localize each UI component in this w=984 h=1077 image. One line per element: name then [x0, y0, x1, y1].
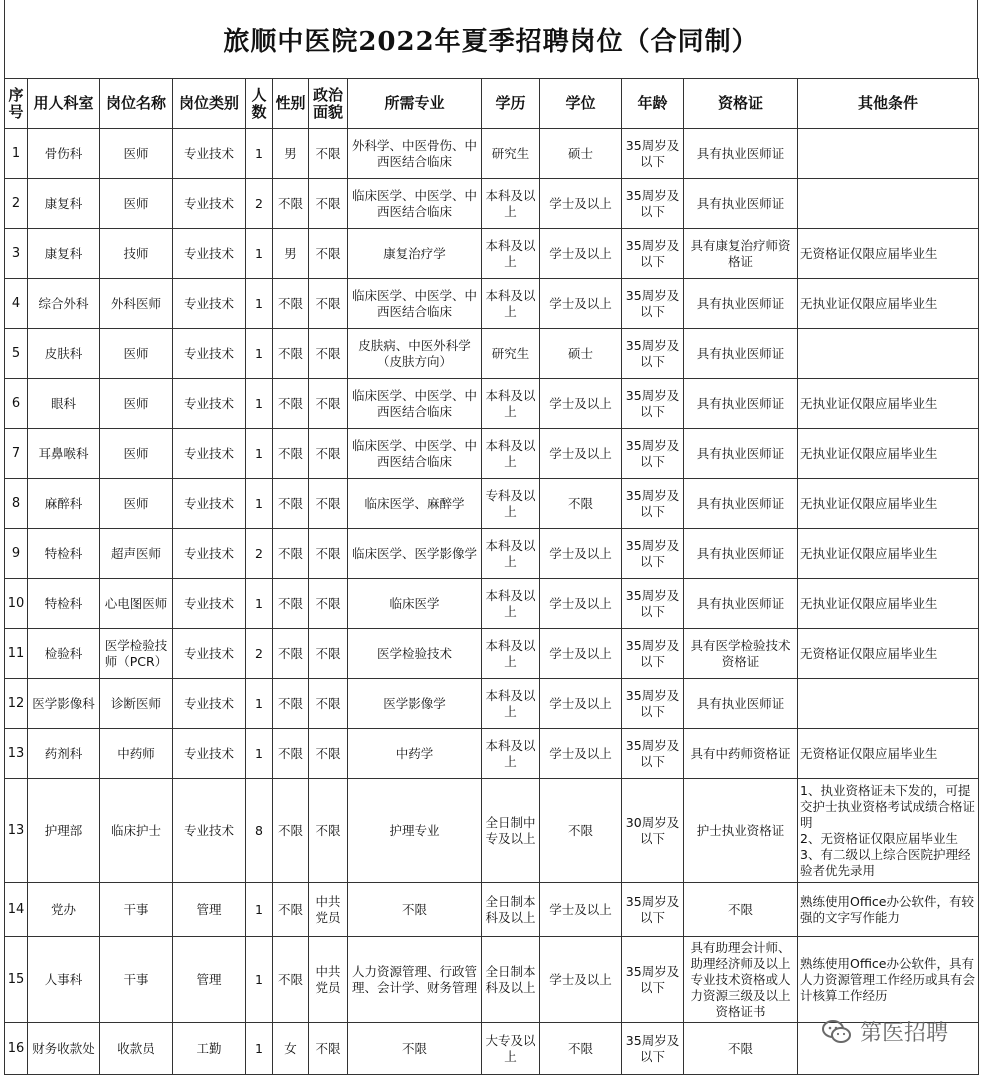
table-cell: 学士及以上	[540, 629, 622, 679]
table-cell: 35周岁及以下	[622, 529, 684, 579]
column-header: 政治面貌	[309, 79, 348, 129]
table-row	[5, 779, 979, 883]
table-row	[5, 529, 979, 579]
table-cell: 学士及以上	[540, 429, 622, 479]
table-cell: 35周岁及以下	[622, 229, 684, 279]
table-cell: 学士及以上	[540, 883, 622, 937]
table-cell: 管理	[173, 883, 246, 937]
column-header: 岗位名称	[100, 79, 173, 129]
table-cell: 本科及以上	[482, 679, 540, 729]
table-cell: 35周岁及以下	[622, 379, 684, 429]
table-cell: 1	[246, 429, 273, 479]
table-cell: 专科及以上	[482, 479, 540, 529]
table-cell: 不限	[348, 883, 482, 937]
table-cell: 不限	[273, 679, 309, 729]
table-cell: 麻醉科	[28, 479, 100, 529]
table-cell: 具有执业医师证	[684, 529, 798, 579]
table-cell: 学士及以上	[540, 279, 622, 329]
table-cell: 不限	[273, 937, 309, 1023]
table-cell: 15	[5, 937, 28, 1023]
table-cell: 医师	[100, 429, 173, 479]
table-cell: 35周岁及以下	[622, 129, 684, 179]
table-cell: 具有助理会计师、助理经济师及以上专业技术资格或人力资源三级及以上资格证书	[684, 937, 798, 1023]
column-header: 学历	[482, 79, 540, 129]
table-cell: 医师	[100, 129, 173, 179]
table-cell: 专业技术	[173, 629, 246, 679]
table-cell: 医学影像科	[28, 679, 100, 729]
table-cell: 35周岁及以下	[622, 629, 684, 679]
table-cell: 工勤	[173, 1023, 246, 1075]
table-cell: 不限	[309, 579, 348, 629]
table-cell: 临床医学、中医学、中西医结合临床	[348, 179, 482, 229]
table-cell: 不限	[684, 883, 798, 937]
table-cell	[798, 329, 979, 379]
table-cell: 本科及以上	[482, 279, 540, 329]
table-cell: 不限	[273, 729, 309, 779]
table-cell: 不限	[309, 429, 348, 479]
table-cell: 专业技术	[173, 129, 246, 179]
table-cell: 4	[5, 279, 28, 329]
table-cell: 不限	[273, 179, 309, 229]
table-cell: 35周岁及以下	[622, 729, 684, 779]
table-cell: 本科及以上	[482, 579, 540, 629]
table-row	[5, 379, 979, 429]
table-cell: 1	[246, 679, 273, 729]
table-cell: 35周岁及以下	[622, 679, 684, 729]
table-cell: 35周岁及以下	[622, 1023, 684, 1075]
table-cell: 学士及以上	[540, 379, 622, 429]
table-cell: 耳鼻喉科	[28, 429, 100, 479]
column-header: 资格证	[684, 79, 798, 129]
table-cell: 不限	[273, 329, 309, 379]
table-cell: 不限	[309, 329, 348, 379]
table-cell: 12	[5, 679, 28, 729]
table-cell: 男	[273, 229, 309, 279]
table-row	[5, 579, 979, 629]
table-cell: 医师	[100, 179, 173, 229]
table-cell: 不限	[273, 429, 309, 479]
table-cell: 全日制本科及以上	[482, 937, 540, 1023]
table-cell: 专业技术	[173, 379, 246, 429]
table-cell: 中药学	[348, 729, 482, 779]
table-cell: 无执业证仅限应届毕业生	[798, 579, 979, 629]
table-cell: 中药师	[100, 729, 173, 779]
table-cell: 35周岁及以下	[622, 479, 684, 529]
table-cell: 专业技术	[173, 229, 246, 279]
table-cell: 9	[5, 529, 28, 579]
table-cell: 不限	[309, 479, 348, 529]
table-cell: 学士及以上	[540, 179, 622, 229]
table-cell: 1	[246, 883, 273, 937]
table-cell: 管理	[173, 937, 246, 1023]
table-cell: 心电图医师	[100, 579, 173, 629]
table-cell: 1	[246, 479, 273, 529]
table-cell: 特检科	[28, 579, 100, 629]
table-cell: 专业技术	[173, 779, 246, 883]
table-cell: 不限	[273, 379, 309, 429]
page-title: 旅顺中医院2022年夏季招聘岗位（合同制）	[4, 0, 978, 78]
table-cell: 不限	[540, 779, 622, 883]
table-cell: 康复科	[28, 229, 100, 279]
table-cell: 35周岁及以下	[622, 179, 684, 229]
table-cell: 具有执业医师证	[684, 579, 798, 629]
table-cell: 具有执业医师证	[684, 379, 798, 429]
table-cell: 具有执业医师证	[684, 679, 798, 729]
table-cell: 党办	[28, 883, 100, 937]
table-cell: 医师	[100, 329, 173, 379]
wechat-icon	[822, 1019, 852, 1045]
table-cell: 6	[5, 379, 28, 429]
table-cell: 30周岁及以下	[622, 779, 684, 883]
table-cell: 临床护士	[100, 779, 173, 883]
table-cell: 不限	[309, 129, 348, 179]
table-cell: 骨伤科	[28, 129, 100, 179]
table-cell: 专业技术	[173, 529, 246, 579]
table-cell: 2	[246, 629, 273, 679]
table-row	[5, 279, 979, 329]
table-cell: 不限	[309, 779, 348, 883]
table-cell: 全日制本科及以上	[482, 883, 540, 937]
table-row	[5, 329, 979, 379]
table-cell: 无执业证仅限应届毕业生	[798, 529, 979, 579]
table-cell: 医学检验技师（PCR）	[100, 629, 173, 679]
table-cell: 无执业证仅限应届毕业生	[798, 429, 979, 479]
table-cell: 中共党员	[309, 883, 348, 937]
table-cell: 不限	[309, 379, 348, 429]
table-cell: 专业技术	[173, 579, 246, 629]
table-cell: 专业技术	[173, 179, 246, 229]
table-cell: 研究生	[482, 129, 540, 179]
table-cell: 2	[5, 179, 28, 229]
table-cell: 35周岁及以下	[622, 937, 684, 1023]
table-cell: 全日制中专及以上	[482, 779, 540, 883]
table-cell: 1	[246, 937, 273, 1023]
table-cell: 1	[246, 229, 273, 279]
table-cell: 不限	[684, 1023, 798, 1075]
table-cell: 10	[5, 579, 28, 629]
table-cell: 1	[246, 279, 273, 329]
table-cell: 干事	[100, 937, 173, 1023]
table-cell: 不限	[309, 1023, 348, 1075]
table-cell: 本科及以上	[482, 179, 540, 229]
table-cell: 13	[5, 779, 28, 883]
table-cell: 本科及以上	[482, 229, 540, 279]
table-row	[5, 937, 979, 1023]
table-cell: 11	[5, 629, 28, 679]
table-cell: 人事科	[28, 937, 100, 1023]
table-cell: 1	[246, 379, 273, 429]
table-row	[5, 729, 979, 779]
table-cell: 皮肤科	[28, 329, 100, 379]
table-cell: 不限	[273, 779, 309, 883]
table-cell: 学士及以上	[540, 229, 622, 279]
table-cell: 财务收款处	[28, 1023, 100, 1075]
table-cell: 综合外科	[28, 279, 100, 329]
table-cell: 临床医学、麻醉学	[348, 479, 482, 529]
table-header-row	[5, 79, 979, 129]
table-cell: 医学影像学	[348, 679, 482, 729]
table-cell: 具有执业医师证	[684, 479, 798, 529]
table-cell: 1	[246, 329, 273, 379]
table-row	[5, 129, 979, 179]
column-header: 性别	[273, 79, 309, 129]
table-cell: 8	[246, 779, 273, 883]
column-header: 年龄	[622, 79, 684, 129]
table-cell: 熟练使用Office办公软件，具有人力资源管理工作经历或具有会计核算工作经历	[798, 937, 979, 1023]
column-header: 学位	[540, 79, 622, 129]
table-cell: 专业技术	[173, 429, 246, 479]
table-cell: 本科及以上	[482, 429, 540, 479]
positions-table	[4, 78, 979, 1075]
table-cell: 不限	[273, 883, 309, 937]
table-cell: 35周岁及以下	[622, 429, 684, 479]
table-cell: 研究生	[482, 329, 540, 379]
table-row	[5, 883, 979, 937]
column-header: 其他条件	[798, 79, 979, 129]
table-cell: 学士及以上	[540, 729, 622, 779]
table-cell: 本科及以上	[482, 629, 540, 679]
table-cell: 1	[246, 729, 273, 779]
table-cell: 男	[273, 129, 309, 179]
table-cell: 学士及以上	[540, 529, 622, 579]
table-cell: 康复科	[28, 179, 100, 229]
table-cell: 不限	[273, 279, 309, 329]
recruitment-sheet	[4, 0, 978, 1077]
table-cell: 人力资源管理、行政管理、会计学、财务管理	[348, 937, 482, 1023]
table-cell: 1、执业资格证未下发的，可提交护士执业资格考试成绩合格证明 2、无资格证仅限应届毕业生 3、有二级以上综合医院护理经验者优先录用	[798, 779, 979, 883]
table-cell: 无资格证仅限应届毕业生	[798, 729, 979, 779]
table-cell: 不限	[309, 529, 348, 579]
table-cell: 护士执业资格证	[684, 779, 798, 883]
table-cell: 不限	[273, 529, 309, 579]
table-cell: 不限	[309, 629, 348, 679]
table-cell	[798, 129, 979, 179]
table-cell: 16	[5, 1023, 28, 1075]
table-cell: 14	[5, 883, 28, 937]
table-cell: 干事	[100, 883, 173, 937]
table-cell: 5	[5, 329, 28, 379]
table-cell: 1	[5, 129, 28, 179]
column-header: 所需专业	[348, 79, 482, 129]
table-cell: 无执业证仅限应届毕业生	[798, 279, 979, 329]
table-row	[5, 479, 979, 529]
table-cell: 35周岁及以下	[622, 329, 684, 379]
table-cell: 超声医师	[100, 529, 173, 579]
table-cell: 无资格证仅限应届毕业生	[798, 629, 979, 679]
table-cell: 7	[5, 429, 28, 479]
table-cell: 专业技术	[173, 329, 246, 379]
table-cell: 具有执业医师证	[684, 179, 798, 229]
table-cell: 熟练使用Office办公软件，有较强的文字写作能力	[798, 883, 979, 937]
watermark-text: 第医招聘	[859, 1021, 948, 1046]
table-cell: 本科及以上	[482, 529, 540, 579]
table-cell: 35周岁及以下	[622, 579, 684, 629]
table-cell: 不限	[309, 179, 348, 229]
table-cell: 具有中药师资格证	[684, 729, 798, 779]
table-cell: 具有执业医师证	[684, 129, 798, 179]
table-cell: 不限	[540, 479, 622, 529]
table-cell: 1	[246, 129, 273, 179]
table-cell: 护理专业	[348, 779, 482, 883]
table-cell: 无执业证仅限应届毕业生	[798, 379, 979, 429]
table-cell: 学士及以上	[540, 937, 622, 1023]
table-cell: 本科及以上	[482, 729, 540, 779]
table-cell: 医师	[100, 479, 173, 529]
table-cell: 临床医学、中医学、中西医结合临床	[348, 379, 482, 429]
table-cell: 眼科	[28, 379, 100, 429]
table-row	[5, 629, 979, 679]
table-cell: 特检科	[28, 529, 100, 579]
table-cell: 医学检验技术	[348, 629, 482, 679]
table-cell: 专业技术	[173, 679, 246, 729]
table-cell: 无执业证仅限应届毕业生	[798, 479, 979, 529]
table-cell: 具有执业医师证	[684, 279, 798, 329]
table-cell: 收款员	[100, 1023, 173, 1075]
table-cell: 硕士	[540, 129, 622, 179]
table-cell: 技师	[100, 229, 173, 279]
table-cell: 不限	[540, 1023, 622, 1075]
table-cell: 不限	[309, 229, 348, 279]
table-cell: 3	[5, 229, 28, 279]
table-cell: 具有执业医师证	[684, 429, 798, 479]
table-cell: 不限	[273, 629, 309, 679]
table-cell: 诊断医师	[100, 679, 173, 729]
table-cell: 学士及以上	[540, 579, 622, 629]
table-cell: 大专及以上	[482, 1023, 540, 1075]
table-cell: 康复治疗学	[348, 229, 482, 279]
table-cell: 不限	[309, 729, 348, 779]
table-cell: 本科及以上	[482, 379, 540, 429]
table-cell: 检验科	[28, 629, 100, 679]
table-cell: 具有执业医师证	[684, 329, 798, 379]
table-cell: 药剂科	[28, 729, 100, 779]
table-cell: 35周岁及以下	[622, 279, 684, 329]
table-cell: 2	[246, 529, 273, 579]
table-cell: 1	[246, 1023, 273, 1075]
table-cell: 1	[246, 579, 273, 629]
table-cell: 专业技术	[173, 729, 246, 779]
column-header: 岗位类别	[173, 79, 246, 129]
table-cell: 8	[5, 479, 28, 529]
table-cell: 不限	[309, 679, 348, 729]
table-cell: 13	[5, 729, 28, 779]
table-cell: 专业技术	[173, 279, 246, 329]
table-cell: 专业技术	[173, 479, 246, 529]
table-cell: 学士及以上	[540, 679, 622, 729]
column-header: 序号	[5, 79, 28, 129]
table-cell: 不限	[309, 279, 348, 329]
table-cell	[798, 679, 979, 729]
table-cell: 不限	[273, 479, 309, 529]
table-cell: 具有康复治疗师资格证	[684, 229, 798, 279]
table-cell	[798, 179, 979, 229]
table-cell: 临床医学、医学影像学	[348, 529, 482, 579]
table-cell: 中共党员	[309, 937, 348, 1023]
table-cell: 外科医师	[100, 279, 173, 329]
table-cell: 具有医学检验技术资格证	[684, 629, 798, 679]
table-cell: 无资格证仅限应届毕业生	[798, 229, 979, 279]
watermark	[822, 1016, 948, 1047]
table-cell: 临床医学、中医学、中西医结合临床	[348, 429, 482, 479]
table-row	[5, 229, 979, 279]
table-cell: 护理部	[28, 779, 100, 883]
table-row	[5, 679, 979, 729]
table-cell: 外科学、中医骨伤、中西医结合临床	[348, 129, 482, 179]
table-cell: 硕士	[540, 329, 622, 379]
table-cell: 皮肤病、中医外科学（皮肤方向）	[348, 329, 482, 379]
table-cell: 医师	[100, 379, 173, 429]
table-row	[5, 429, 979, 479]
table-cell: 临床医学、中医学、中西医结合临床	[348, 279, 482, 329]
table-cell: 不限	[348, 1023, 482, 1075]
table-row	[5, 179, 979, 229]
column-header: 人数	[246, 79, 273, 129]
table-cell: 临床医学	[348, 579, 482, 629]
table-cell: 女	[273, 1023, 309, 1075]
column-header: 用人科室	[28, 79, 100, 129]
table-cell: 2	[246, 179, 273, 229]
table-cell: 不限	[273, 579, 309, 629]
table-cell: 35周岁及以下	[622, 883, 684, 937]
